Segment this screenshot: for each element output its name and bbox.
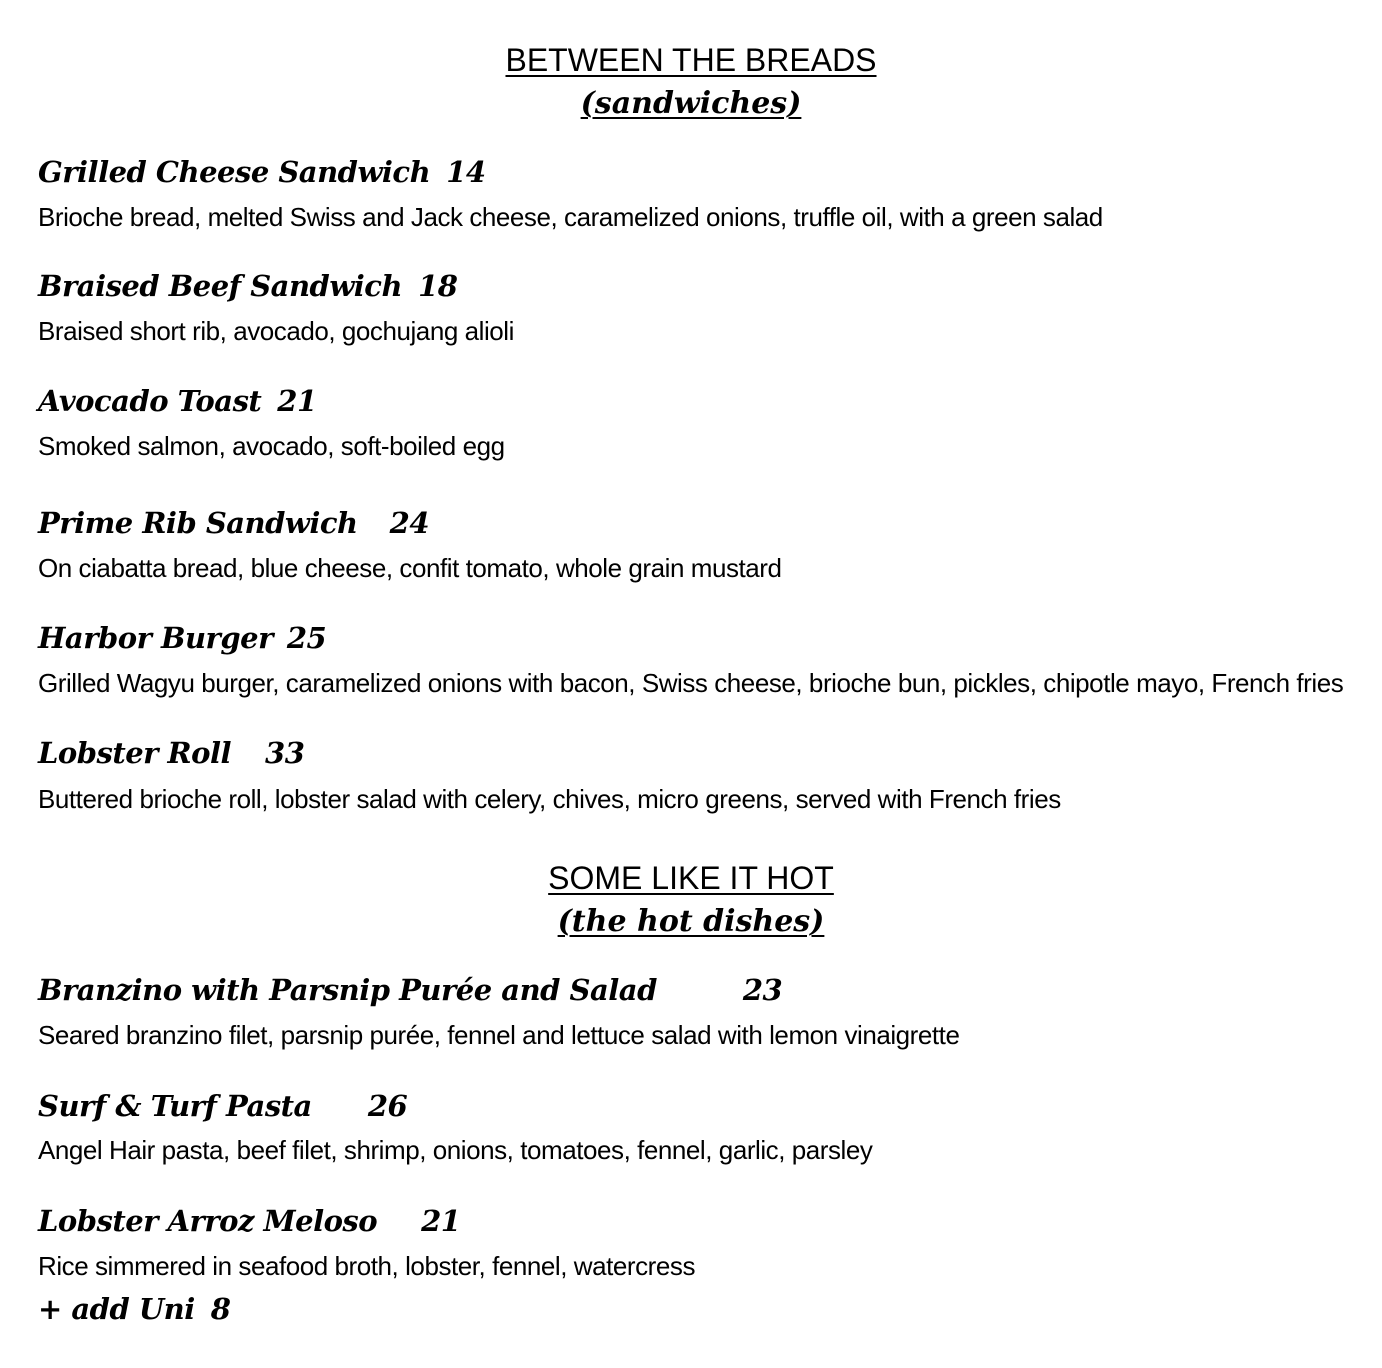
item-price: 33 bbox=[265, 736, 305, 770]
menu-item-description: Angel Hair pasta, beef filet, shrimp, onions, tomatoes, fennel, garlic, parsley bbox=[38, 1135, 873, 1165]
menu-item-description: Grilled Wagyu burger, caramelized onions with bacon, Swiss cheese, brioche bun, pickles, chipotle mayo, French fries bbox=[38, 668, 1344, 698]
item-name-text: Lobster Roll bbox=[38, 736, 232, 770]
section-subtitle-hot-dishes: (the hot dishes) bbox=[557, 904, 825, 939]
item-name-text: Lobster Arroz Meloso bbox=[38, 1204, 378, 1238]
item-price: 26 bbox=[367, 1089, 408, 1123]
item-price: 24 bbox=[389, 506, 430, 540]
item-name-text: Braised Beef Sandwich bbox=[38, 269, 403, 303]
menu-item-description: Smoked salmon, avocado, soft-boiled egg bbox=[38, 431, 505, 461]
menu-item-description: Seared branzino filet, parsnip purée, fennel and lettuce salad with lemon vinaigrette bbox=[38, 1020, 960, 1050]
menu-item-name bbox=[38, 152, 486, 192]
item-price: 14 bbox=[446, 155, 486, 189]
menu-item-name bbox=[38, 733, 304, 773]
item-name-text: Harbor Burger bbox=[38, 621, 273, 655]
menu-item-description: On ciabatta bread, blue cheese, confit tomato, whole grain mustard bbox=[38, 553, 782, 583]
menu-item-name bbox=[38, 618, 326, 658]
menu-item-name bbox=[38, 970, 782, 1010]
item-price: 23 bbox=[742, 973, 783, 1007]
item-price: 25 bbox=[286, 621, 327, 655]
item-name-text: Surf & Turf Pasta bbox=[38, 1089, 312, 1123]
section-subtitle-sandwiches: (sandwiches) bbox=[580, 86, 802, 121]
addon-label: + add Uni bbox=[38, 1292, 195, 1326]
addon-price: 8 bbox=[210, 1292, 231, 1326]
item-name-text: Branzino with Parsnip Purée and Salad bbox=[38, 973, 657, 1007]
menu-item-name bbox=[38, 1201, 460, 1241]
menu-item-name bbox=[38, 503, 429, 543]
item-name-text: Grilled Cheese Sandwich bbox=[38, 155, 431, 189]
menu-item-description: Rice simmered in seafood broth, lobster, fennel, watercress bbox=[38, 1251, 695, 1281]
menu-item-name bbox=[38, 1086, 407, 1126]
section-title-hot-dishes: SOME LIKE IT HOT bbox=[548, 860, 834, 896]
menu-item-name bbox=[38, 381, 317, 421]
item-name-text: Prime Rib Sandwich bbox=[38, 506, 358, 540]
item-name-text: Avocado Toast bbox=[38, 384, 262, 418]
item-price: 18 bbox=[418, 269, 458, 303]
menu-item-description: Brioche bread, melted Swiss and Jack cheese, caramelized onions, truffle oil, with a green salad bbox=[38, 202, 1103, 232]
menu-item-description: Braised short rib, avocado, gochujang alioli bbox=[38, 316, 514, 346]
menu-item-addon bbox=[38, 1289, 230, 1329]
section-title-sandwiches: BETWEEN THE BREADS bbox=[505, 42, 877, 78]
item-price: 21 bbox=[421, 1204, 461, 1238]
item-price: 21 bbox=[277, 384, 317, 418]
menu-item-name bbox=[38, 266, 457, 306]
menu-item-description: Buttered brioche roll, lobster salad with celery, chives, micro greens, served with French fries bbox=[38, 784, 1061, 814]
